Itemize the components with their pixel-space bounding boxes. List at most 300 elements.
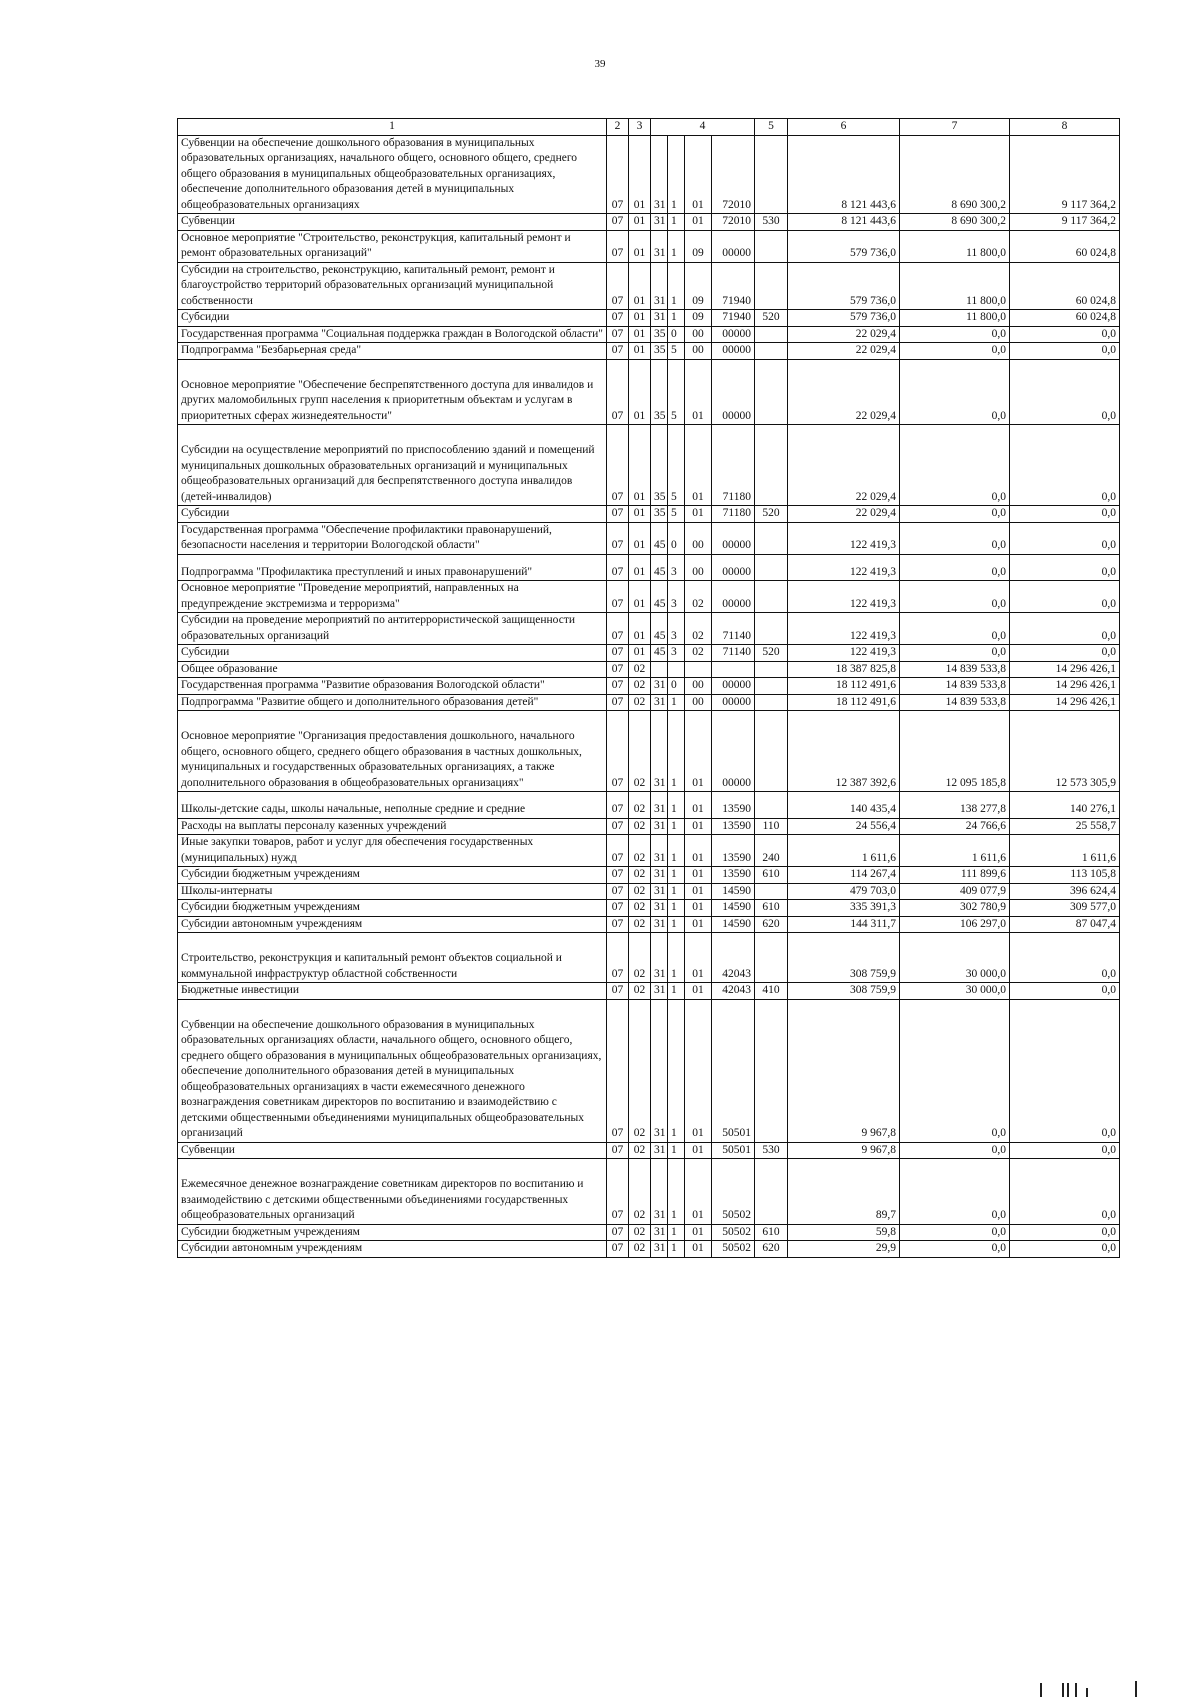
subprogram-code: 1 — [668, 1142, 685, 1159]
amount-col-6: 308 759,9 — [788, 933, 900, 983]
header-row — [178, 119, 1120, 136]
subsection-code: 01 — [629, 310, 651, 327]
section-code: 07 — [607, 230, 629, 262]
table-row — [178, 230, 1120, 262]
subprogram-code: 1 — [668, 230, 685, 262]
subprogram-code: 1 — [668, 883, 685, 900]
subsection-code: 01 — [629, 135, 651, 214]
program-code: 31 — [651, 900, 668, 917]
activity-code: 01 — [685, 999, 712, 1142]
amount-col-7: 111 899,6 — [900, 867, 1010, 884]
activity-code: 01 — [685, 711, 712, 792]
activity-code: 01 — [685, 214, 712, 231]
activity-code: 01 — [685, 425, 712, 506]
amount-col-6: 9 967,8 — [788, 1142, 900, 1159]
subsection-code: 01 — [629, 262, 651, 310]
subsection-code: 02 — [629, 900, 651, 917]
subprogram-code: 1 — [668, 1159, 685, 1225]
row-name: Субсидии бюджетным учреждениям — [178, 867, 607, 884]
table-row — [178, 1241, 1120, 1258]
expense-type-code — [755, 554, 788, 581]
table-row — [178, 1142, 1120, 1159]
expense-type-code: 110 — [755, 818, 788, 835]
section-code: 07 — [607, 425, 629, 506]
table-row — [178, 835, 1120, 867]
amount-col-7: 30 000,0 — [900, 933, 1010, 983]
amount-col-7: 0,0 — [900, 506, 1010, 523]
section-code: 07 — [607, 310, 629, 327]
table-row — [178, 694, 1120, 711]
subsection-code: 02 — [629, 999, 651, 1142]
subprogram-code: 3 — [668, 645, 685, 662]
amount-col-6: 29,9 — [788, 1241, 900, 1258]
activity-code: 09 — [685, 230, 712, 262]
table-row — [178, 792, 1120, 819]
subprogram-code: 1 — [668, 135, 685, 214]
row-name: Строительство, реконструкция и капитальный ремонт объектов социальной и коммунальной инфраструктур областной собственности — [178, 933, 607, 983]
subsection-code: 01 — [629, 645, 651, 662]
program-code: 35 — [651, 343, 668, 360]
section-code: 07 — [607, 326, 629, 343]
table-row — [178, 214, 1120, 231]
activity-code: 01 — [685, 506, 712, 523]
subsection-code: 02 — [629, 792, 651, 819]
activity-code: 01 — [685, 1224, 712, 1241]
amount-col-6: 140 435,4 — [788, 792, 900, 819]
row-name: Субвенции на обеспечение дошкольного образования в муниципальных образовательных организациях, начального общего, основного общего, среднего общего образования в муниципальных общеобразовательных организациях, обеспечение дополнительного образования детей в муниципальных общеобразовательных организациях — [178, 135, 607, 214]
program-code: 45 — [651, 581, 668, 613]
amount-col-7: 11 800,0 — [900, 310, 1010, 327]
amount-col-8: 14 296 426,1 — [1010, 678, 1120, 695]
section-code: 07 — [607, 916, 629, 933]
amount-col-8: 0,0 — [1010, 359, 1120, 425]
subprogram-code: 1 — [668, 310, 685, 327]
section-code: 07 — [607, 214, 629, 231]
activity-code: 01 — [685, 916, 712, 933]
activity-code: 01 — [685, 1241, 712, 1258]
row-name: Субсидии — [178, 645, 607, 662]
activity-code: 09 — [685, 262, 712, 310]
amount-col-8: 0,0 — [1010, 999, 1120, 1142]
subprogram-code: 3 — [668, 613, 685, 645]
amount-col-6: 22 029,4 — [788, 326, 900, 343]
row-name: Субсидии на осуществление мероприятий по приспособлению зданий и помещений муниципальных дошкольных образовательных организаций и муниципальных общеобразовательных организаций для беспрепятственного доступа инвалидов (детей-инвалидов) — [178, 425, 607, 506]
amount-col-7: 30 000,0 — [900, 983, 1010, 1000]
activity-code: 01 — [685, 900, 712, 917]
amount-col-7: 14 839 533,8 — [900, 661, 1010, 678]
table-row — [178, 645, 1120, 662]
activity-code: 01 — [685, 835, 712, 867]
program-code: 31 — [651, 135, 668, 214]
amount-col-7: 0,0 — [900, 645, 1010, 662]
expense-type-code: 520 — [755, 506, 788, 523]
direction-code: 71940 — [712, 310, 755, 327]
subsection-code: 01 — [629, 214, 651, 231]
amount-col-8: 60 024,8 — [1010, 262, 1120, 310]
amount-col-6: 8 121 443,6 — [788, 214, 900, 231]
program-code: 31 — [651, 711, 668, 792]
program-code: 35 — [651, 359, 668, 425]
table-row — [178, 135, 1120, 214]
program-code — [651, 661, 668, 678]
expense-type-code: 620 — [755, 1241, 788, 1258]
amount-col-6: 22 029,4 — [788, 506, 900, 523]
amount-col-8: 0,0 — [1010, 613, 1120, 645]
row-name: Субвенции — [178, 214, 607, 231]
subsection-code: 02 — [629, 867, 651, 884]
amount-col-8: 0,0 — [1010, 425, 1120, 506]
amount-col-8: 0,0 — [1010, 1241, 1120, 1258]
subsection-code: 02 — [629, 1142, 651, 1159]
section-code: 07 — [607, 1159, 629, 1225]
subsection-code: 02 — [629, 678, 651, 695]
program-code: 35 — [651, 506, 668, 523]
amount-col-7: 0,0 — [900, 554, 1010, 581]
amount-col-8: 0,0 — [1010, 343, 1120, 360]
amount-col-7: 0,0 — [900, 613, 1010, 645]
amount-col-8: 87 047,4 — [1010, 916, 1120, 933]
subprogram-code: 1 — [668, 999, 685, 1142]
row-name: Иные закупки товаров, работ и услуг для обеспечения государственных (муниципальных) нужд — [178, 835, 607, 867]
direction-code: 00000 — [712, 359, 755, 425]
row-name: Государственная программа "Обеспечение профилактики правонарушений, безопасности населения и территории Вологодской области" — [178, 522, 607, 554]
table-row — [178, 506, 1120, 523]
direction-code: 13590 — [712, 867, 755, 884]
table-row — [178, 933, 1120, 983]
section-code: 07 — [607, 933, 629, 983]
subsection-code: 01 — [629, 343, 651, 360]
subprogram-code: 1 — [668, 694, 685, 711]
amount-col-8: 140 276,1 — [1010, 792, 1120, 819]
subsection-code: 02 — [629, 694, 651, 711]
amount-col-7: 0,0 — [900, 1241, 1010, 1258]
header-col-3: 3 — [629, 119, 651, 136]
amount-col-8: 0,0 — [1010, 522, 1120, 554]
subsection-code: 01 — [629, 613, 651, 645]
table-row — [178, 711, 1120, 792]
section-code: 07 — [607, 694, 629, 711]
page-number: 39 — [594, 58, 606, 70]
program-code: 31 — [651, 818, 668, 835]
program-code: 31 — [651, 230, 668, 262]
expense-type-code — [755, 999, 788, 1142]
program-code: 45 — [651, 645, 668, 662]
row-name: Субвенции на обеспечение дошкольного образования в муниципальных образовательных организациях области, начального общего, основного общего, среднего общего образования в муниципальных общеобразовательных организациях, обеспечение дополнительного образования детей в муниципальных общеобразовательных организациях в части ежемесячного денежного вознаграждения советникам директоров по воспитанию и взаимодействию с детскими общественными объединениями муниципальных общеобразовательных организаций — [178, 999, 607, 1142]
amount-col-7: 0,0 — [900, 326, 1010, 343]
budget-table — [177, 118, 1120, 1258]
activity-code: 01 — [685, 867, 712, 884]
amount-col-7: 0,0 — [900, 425, 1010, 506]
amount-col-7: 0,0 — [900, 581, 1010, 613]
program-code: 31 — [651, 916, 668, 933]
direction-code: 00000 — [712, 343, 755, 360]
section-code: 07 — [607, 522, 629, 554]
direction-code: 00000 — [712, 326, 755, 343]
amount-col-6: 122 419,3 — [788, 613, 900, 645]
activity-code: 01 — [685, 1142, 712, 1159]
header-col-7: 7 — [900, 119, 1010, 136]
expense-type-code — [755, 661, 788, 678]
row-name: Субсидии автономным учреждениям — [178, 916, 607, 933]
amount-col-6: 9 967,8 — [788, 999, 900, 1142]
direction-code: 50502 — [712, 1159, 755, 1225]
row-name: Субсидии бюджетным учреждениям — [178, 900, 607, 917]
program-code: 31 — [651, 883, 668, 900]
amount-col-7: 24 766,6 — [900, 818, 1010, 835]
direction-code: 00000 — [712, 694, 755, 711]
amount-col-6: 12 387 392,6 — [788, 711, 900, 792]
amount-col-7: 0,0 — [900, 359, 1010, 425]
table-row — [178, 916, 1120, 933]
direction-code: 72010 — [712, 214, 755, 231]
subprogram-code: 1 — [668, 792, 685, 819]
row-name: Основное мероприятие "Обеспечение беспрепятственного доступа для инвалидов и других маломобильных групп населения к приоритетным объектам и услугам в приоритетных сферах жизнедеятельности" — [178, 359, 607, 425]
row-name: Субсидии — [178, 310, 607, 327]
direction-code: 50501 — [712, 1142, 755, 1159]
section-code: 07 — [607, 883, 629, 900]
amount-col-7: 14 839 533,8 — [900, 678, 1010, 695]
program-code: 31 — [651, 792, 668, 819]
row-name: Субвенции — [178, 1142, 607, 1159]
activity-code: 01 — [685, 1159, 712, 1225]
table-row — [178, 983, 1120, 1000]
activity-code: 01 — [685, 792, 712, 819]
expense-type-code: 620 — [755, 916, 788, 933]
amount-col-6: 579 736,0 — [788, 310, 900, 327]
expense-type-code — [755, 343, 788, 360]
subprogram-code: 1 — [668, 711, 685, 792]
amount-col-6: 89,7 — [788, 1159, 900, 1225]
table-row — [178, 262, 1120, 310]
row-name: Субсидии автономным учреждениям — [178, 1241, 607, 1258]
table-row — [178, 883, 1120, 900]
header-col-5: 5 — [755, 119, 788, 136]
section-code: 07 — [607, 818, 629, 835]
subsection-code: 02 — [629, 1224, 651, 1241]
section-code: 07 — [607, 999, 629, 1142]
program-code: 35 — [651, 326, 668, 343]
direction-code: 00000 — [712, 678, 755, 695]
section-code: 07 — [607, 1142, 629, 1159]
amount-col-6: 18 387 825,8 — [788, 661, 900, 678]
subsection-code: 02 — [629, 916, 651, 933]
amount-col-6: 59,8 — [788, 1224, 900, 1241]
amount-col-7: 11 800,0 — [900, 262, 1010, 310]
program-code: 31 — [651, 214, 668, 231]
subsection-code: 01 — [629, 581, 651, 613]
subsection-code: 01 — [629, 326, 651, 343]
activity-code: 02 — [685, 581, 712, 613]
header-col-1: 1 — [178, 119, 607, 136]
amount-col-8: 0,0 — [1010, 581, 1120, 613]
amount-col-6: 18 112 491,6 — [788, 694, 900, 711]
amount-col-8: 0,0 — [1010, 1224, 1120, 1241]
amount-col-6: 122 419,3 — [788, 554, 900, 581]
expense-type-code — [755, 792, 788, 819]
expense-type-code — [755, 522, 788, 554]
expense-type-code: 410 — [755, 983, 788, 1000]
activity-code — [685, 661, 712, 678]
expense-type-code — [755, 933, 788, 983]
table-row — [178, 310, 1120, 327]
expense-type-code: 520 — [755, 645, 788, 662]
expense-type-code: 610 — [755, 1224, 788, 1241]
amount-col-7: 302 780,9 — [900, 900, 1010, 917]
activity-code: 00 — [685, 554, 712, 581]
table-row — [178, 554, 1120, 581]
expense-type-code — [755, 425, 788, 506]
expense-type-code — [755, 581, 788, 613]
direction-code: 71140 — [712, 645, 755, 662]
subprogram-code: 1 — [668, 900, 685, 917]
amount-col-7: 0,0 — [900, 1224, 1010, 1241]
section-code: 07 — [607, 554, 629, 581]
amount-col-6: 8 121 443,6 — [788, 135, 900, 214]
activity-code: 01 — [685, 933, 712, 983]
subprogram-code: 1 — [668, 933, 685, 983]
amount-col-8: 113 105,8 — [1010, 867, 1120, 884]
amount-col-7: 0,0 — [900, 343, 1010, 360]
subprogram-code: 3 — [668, 554, 685, 581]
program-code: 31 — [651, 1142, 668, 1159]
activity-code: 00 — [685, 326, 712, 343]
row-name: Общее образование — [178, 661, 607, 678]
header-col-4: 4 — [651, 119, 755, 136]
subsection-code: 02 — [629, 818, 651, 835]
activity-code: 00 — [685, 694, 712, 711]
activity-code: 01 — [685, 359, 712, 425]
row-name: Основное мероприятие "Проведение мероприятий, направленных на предупреждение экстремизма и терроризма" — [178, 581, 607, 613]
subprogram-code: 1 — [668, 916, 685, 933]
expense-type-code — [755, 326, 788, 343]
subsection-code: 02 — [629, 1241, 651, 1258]
section-code: 07 — [607, 359, 629, 425]
amount-col-6: 22 029,4 — [788, 425, 900, 506]
row-name: Государственная программа "Развитие образования Вологодской области" — [178, 678, 607, 695]
amount-col-6: 335 391,3 — [788, 900, 900, 917]
table-row — [178, 661, 1120, 678]
row-name: Подпрограмма "Безбарьерная среда" — [178, 343, 607, 360]
table-row — [178, 581, 1120, 613]
expense-type-code — [755, 711, 788, 792]
section-code: 07 — [607, 900, 629, 917]
amount-col-6: 1 611,6 — [788, 835, 900, 867]
expense-type-code — [755, 359, 788, 425]
amount-col-8: 1 611,6 — [1010, 835, 1120, 867]
amount-col-7: 14 839 533,8 — [900, 694, 1010, 711]
direction-code: 14590 — [712, 900, 755, 917]
subsection-code: 01 — [629, 554, 651, 581]
program-code: 31 — [651, 1159, 668, 1225]
expense-type-code: 610 — [755, 900, 788, 917]
row-name: Субсидии — [178, 506, 607, 523]
row-name: Подпрограмма "Развитие общего и дополнительного образования детей" — [178, 694, 607, 711]
expense-type-code: 530 — [755, 1142, 788, 1159]
direction-code: 71940 — [712, 262, 755, 310]
program-code: 31 — [651, 310, 668, 327]
row-name: Субсидии на проведение мероприятий по антитеррористической защищенности образовательных организаций — [178, 613, 607, 645]
program-code: 45 — [651, 522, 668, 554]
amount-col-6: 22 029,4 — [788, 343, 900, 360]
amount-col-7: 0,0 — [900, 1159, 1010, 1225]
section-code: 07 — [607, 1241, 629, 1258]
program-code: 35 — [651, 425, 668, 506]
amount-col-8: 14 296 426,1 — [1010, 694, 1120, 711]
program-code: 31 — [651, 867, 668, 884]
subprogram-code: 3 — [668, 581, 685, 613]
table-row — [178, 425, 1120, 506]
direction-code: 42043 — [712, 933, 755, 983]
amount-col-7: 106 297,0 — [900, 916, 1010, 933]
activity-code: 01 — [685, 983, 712, 1000]
table-row — [178, 1224, 1120, 1241]
section-code: 07 — [607, 645, 629, 662]
direction-code: 00000 — [712, 230, 755, 262]
amount-col-6: 22 029,4 — [788, 359, 900, 425]
section-code: 07 — [607, 135, 629, 214]
table-row — [178, 678, 1120, 695]
subsection-code: 02 — [629, 1159, 651, 1225]
amount-col-6: 579 736,0 — [788, 262, 900, 310]
amount-col-6: 114 267,4 — [788, 867, 900, 884]
amount-col-7: 8 690 300,2 — [900, 214, 1010, 231]
subsection-code: 02 — [629, 661, 651, 678]
subprogram-code: 1 — [668, 867, 685, 884]
amount-col-7: 138 277,8 — [900, 792, 1010, 819]
amount-col-8: 0,0 — [1010, 506, 1120, 523]
expense-type-code: 610 — [755, 867, 788, 884]
table-row — [178, 1159, 1120, 1225]
table-row — [178, 326, 1120, 343]
amount-col-8: 0,0 — [1010, 326, 1120, 343]
amount-col-7: 8 690 300,2 — [900, 135, 1010, 214]
subsection-code: 01 — [629, 425, 651, 506]
section-code: 07 — [607, 661, 629, 678]
amount-col-8: 396 624,4 — [1010, 883, 1120, 900]
row-name: Субсидии бюджетным учреждениям — [178, 1224, 607, 1241]
subprogram-code: 1 — [668, 983, 685, 1000]
program-code: 31 — [651, 999, 668, 1142]
amount-col-6: 308 759,9 — [788, 983, 900, 1000]
amount-col-8: 14 296 426,1 — [1010, 661, 1120, 678]
activity-code: 00 — [685, 522, 712, 554]
activity-code: 01 — [685, 135, 712, 214]
section-code: 07 — [607, 792, 629, 819]
amount-col-8: 0,0 — [1010, 645, 1120, 662]
activity-code: 01 — [685, 883, 712, 900]
amount-col-8: 60 024,8 — [1010, 230, 1120, 262]
subsection-code: 01 — [629, 359, 651, 425]
section-code: 07 — [607, 506, 629, 523]
table-row — [178, 900, 1120, 917]
table-row — [178, 867, 1120, 884]
subprogram-code: 5 — [668, 359, 685, 425]
program-code: 31 — [651, 1224, 668, 1241]
subprogram-code: 1 — [668, 1224, 685, 1241]
scan-marks — [1040, 1670, 1200, 1697]
amount-col-8: 0,0 — [1010, 1159, 1120, 1225]
program-code: 31 — [651, 835, 668, 867]
row-name: Субсидии на строительство, реконструкцию, капитальный ремонт, ремонт и благоустройство территорий образовательных организаций муниципальной собственности — [178, 262, 607, 310]
direction-code: 71180 — [712, 506, 755, 523]
section-code: 07 — [607, 581, 629, 613]
program-code: 31 — [651, 694, 668, 711]
header-col-8: 8 — [1010, 119, 1120, 136]
subprogram-code: 5 — [668, 343, 685, 360]
amount-col-6: 144 311,7 — [788, 916, 900, 933]
direction-code: 13590 — [712, 792, 755, 819]
amount-col-7: 0,0 — [900, 999, 1010, 1142]
